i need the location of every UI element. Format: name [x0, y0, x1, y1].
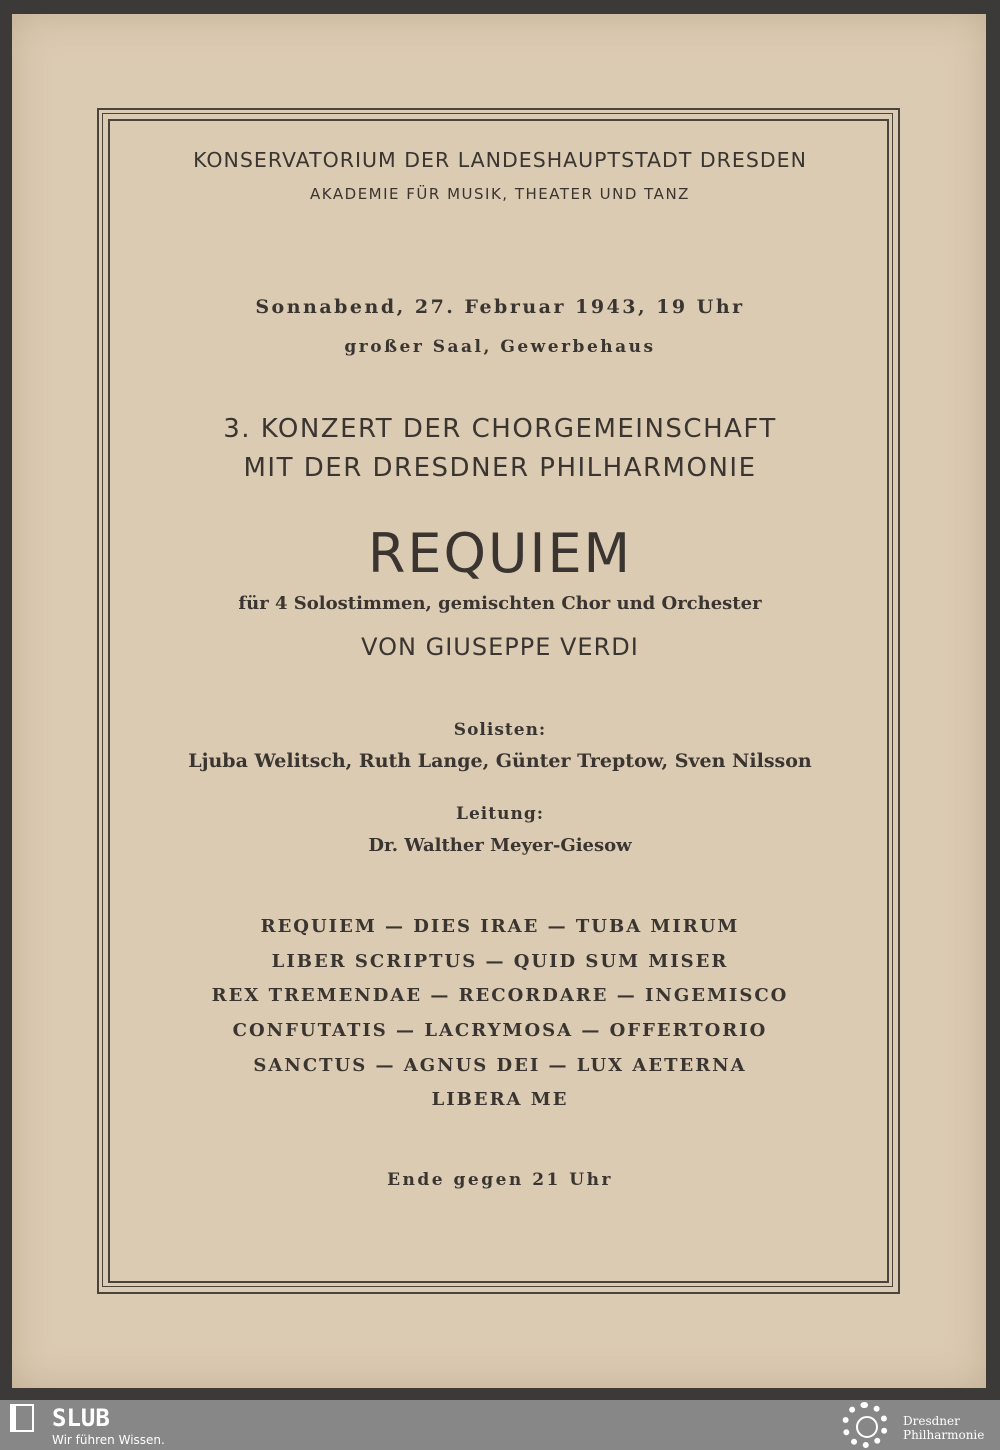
- slub-logo-subtitle: Wir führen Wissen.: [52, 1433, 165, 1447]
- end-time: Ende gegen 21 Uhr: [387, 1170, 613, 1190]
- movement-line: LIBERA ME: [431, 1089, 569, 1110]
- conductor-name: Dr. Walther Meyer-Giesow: [368, 835, 632, 856]
- philharmonie-logo-text[interactable]: [903, 1414, 984, 1442]
- institution-heading: KONSERVATORIUM DER LANDESHAUPTSTADT DRESDEN: [193, 148, 807, 172]
- soloists-names: Ljuba Welitsch, Ruth Lange, Günter Treptow, Sven Nilsson: [188, 750, 812, 772]
- sunburst-logo-icon: [842, 1402, 888, 1448]
- movement-line: LIBER SCRIPTUS — QUID SUM MISER: [271, 951, 729, 972]
- book-icon: [10, 1404, 34, 1432]
- academy-subheading: AKADEMIE FÜR MUSIK, THEATER UND TANZ: [310, 185, 690, 203]
- slub-logo-title[interactable]: SLUB: [52, 1404, 110, 1432]
- footer-bar: [0, 1400, 1000, 1450]
- concert-venue: großer Saal, Gewerbehaus: [344, 337, 656, 357]
- concert-title-line2: MIT DER DRESDNER PHILHARMONIE: [243, 453, 757, 483]
- work-title: REQUIEM: [367, 522, 633, 585]
- movement-line: REX TREMENDAE — RECORDARE — INGEMISCO: [211, 985, 789, 1006]
- movement-line: SANCTUS — AGNUS DEI — LUX AETERNA: [253, 1055, 747, 1076]
- work-scoring: für 4 Solostimmen, gemischten Chor und Orchester: [238, 593, 762, 614]
- movement-line: REQUIEM — DIES IRAE — TUBA MIRUM: [260, 916, 740, 937]
- movement-line: CONFUTATIS — LACRYMOSA — OFFERTORIO: [232, 1020, 768, 1041]
- philharmonie-logo-line2: Philharmonie: [903, 1428, 985, 1442]
- concert-date: Sonnabend, 27. Februar 1943, 19 Uhr: [255, 296, 745, 318]
- concert-title-line1: 3. KONZERT DER CHORGEMEINSCHAFT: [223, 414, 777, 444]
- soloists-label: Solisten:: [453, 720, 547, 740]
- conductor-label: Leitung:: [456, 804, 544, 824]
- philharmonie-logo-line1: Dresdner: [903, 1414, 960, 1428]
- composer: VON GIUSEPPE VERDI: [361, 633, 639, 661]
